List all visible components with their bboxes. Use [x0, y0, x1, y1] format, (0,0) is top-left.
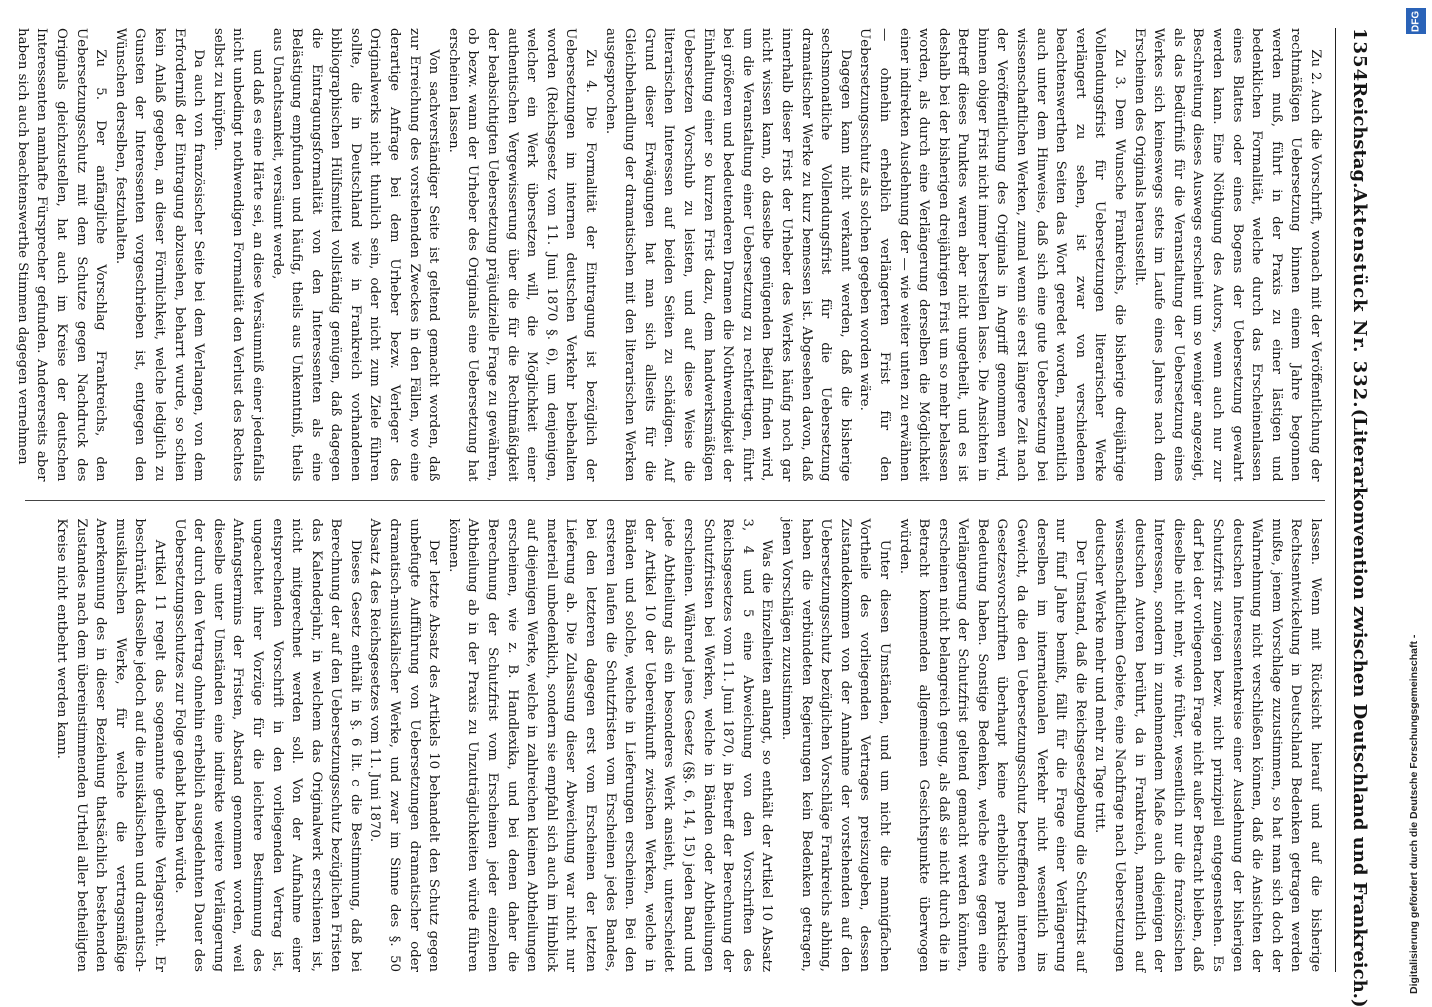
paragraph: lassen. Wenn mit Rücksicht hierauf und auf die bisherige Rechtsentwickelung in Deutschland Bedenken getragen werden mußte, jenem Vorschlage zuzustimmen, so hat man sich doch der Wahrnehmung nicht verschließen können, daß die Ansichten der deutschen Interessentenkreise einer Ausdehnung der bisherigen Schutzfrist zuneigen bezw. nicht prinzipiell entgegenstehen. Es darf bei der vorliegenden Frage nicht außer Betracht bleiben, daß dieselbe nicht mehr, wie früher, wesentlich nur die französischen Interessen, sondern in zunehmendem Maße auch diejenigen der deutschen Autoren berührt, da in Frankreich, namentlich auf wissenschaftlichem Gebiete, eine Nachfrage nach Uebersetzungen deutscher Werke mehr und mehr zu Tage tritt. [1092, 518, 1323, 972]
right-column [25, 519, 1325, 973]
paragraph: Der letzte Absatz des Artikels 10 behandelt den Schutz gegen unbefugte Aufführung von Uebersetzungen dramatischer oder dramatisch-musikalischer Werke, und zwar im Sinne des §. 50 Absatz 4 des Reichsgesetzes vom 11. Juni 1870. [367, 518, 442, 972]
paragraph: Unter diesen Umständen, und um nicht die mannigfachen Vortheile des vorliegenden Vertrages preiszugeben, dessen Zustandekommen von der Annahme der vorstehenden auf den Uebersetzungsschutz bezüglichen Vorschläge Frankreichs abhing, haben die verbündeten Regierungen kein Bedenken getragen, jenen Vorschlägen zuzustimmen. [778, 518, 892, 972]
page-number: 1354 [1349, 28, 1370, 83]
digitization-credit [1400, 0, 1432, 1000]
paragraph: Dagegen kann nicht verkannt werden, daß die bisherige sechsmonatliche Vollendungsfrist für die Uebersetzung dramatischer Werke zu kurz bemessen ist. Abgesehen davon, daß innerhalb dieser Frist der Urheber des Werkes häufig noch gar nicht wissen kann, ob dasselbe genügenden Beifall finden wird, um die Veranstaltung einer Uebersetzung zu rechtfertigen, führt bei größeren und bedeutenderen Dramen die Nothwendigkeit der Einhaltung einer so kurzen Frist dazu, dem handwerksmäßigen Uebersetzen Vorschub zu leisten, und auf diese Weise die literarischen Interessen auf beiden Seiten zu schädigen. Auf Grund dieser Erwägungen hat man sich allseits für die Gleichbehandlung der dramatischen mit den literarischen Werken ausgesprochen. [602, 28, 853, 482]
paragraph: Zu 2. Auch die Vorschrift, wonach mit der Veröffentlichung der rechtmäßigen Uebersetzung binnen einem Jahre begonnen werden muß, führt in der Praxis zu einer lästigen und bedenklichen Formalität, welche durch das Erscheinenlassen eines Blattes oder eines Bogens der Uebersetzung gewahrt werden kann. Eine Nöthigung des Autors, wenn auch nur zur Beschreitung dieses Auswegs erscheint um so weniger angezeigt, als das Bedürfniß für die Veranstaltung der Uebersetzung eines Werkes sich keineswegs stets im Laufe eines Jahres nach dem Erscheinen des Originals herausstellt. [1131, 28, 1323, 482]
paragraph: Zu 3. Dem Wunsche Frankreichs, die bisherige dreijährige Vollendungsfrist für Uebersetzungen literarischer Werke verlängert zu sehen, ist zwar von verschiedenen beachtenswerthen Seiten das Wort geredet worden, namentlich auch unter dem Hinweise, daß sich eine gute Uebersetzung bei wissenschaftlichen Werken, zumal wenn sie erst längere Zeit nach der Veröffentlichung des Originals in Angriff genommen wird, binnen obiger Frist nicht immer herstellen lasse. Die Ansichten in Betreff dieses Punktes waren aber nicht ungetheilt, und es ist deshalb bei der bisherigen dreijährigen Frist um so mehr belassen worden, als durch eine Verlängerung derselben die Möglichkeit einer indirekten Ausdehnung der — wie weiter unten zu erwähnen — ohnehin erheblich verlängerten Frist für den Uebersetzungsschutz als solchen gegeben worden wäre. [857, 28, 1128, 482]
paragraph: Von sachverständiger Seite ist geltend gemacht worden, daß zur Erreichung des vorstehenden Zweckes in den Fällen, wo eine derartige Anfrage bei dem Urheber bezw. Verleger des Originalwerks nicht thunlich sein, oder nicht zum Ziele führen sollte, die in Deutschland wie in Frankreich vorhandenen bibliographischen Hülfsmittel vollständig genügen, daß dagegen die Eintragungsformalität von den Interessenten als eine Belästigung empfunden und häufig, theils aus Unkenntniß, theils aus Unachtsamkeit, versäumt werde, [269, 28, 442, 482]
paragraph: Dieses Gesetz enthält in §. 6 lit. c die Bestimmung, daß bei Berechnung der auf den Uebersetzungsschutz bezüglichen Fristen das Kalenderjahr, in welchem das Originalwerk erschienen ist, nicht mitgerechnet werden soll. Von der Aufnahme einer entsprechenden Vorschrift in den vorliegenden Vertrag ist, ungeachtet ihrer Vorzüge für die leichtere Bestimmung des Anfangstermins der Fristen, Abstand genommen worden, weil dieselbe unter Umständen eine indirekte weitere Verlängerung der durch den Vertrag ohnehin erheblich ausgedehnten Dauer des Uebersetzungsschutzes zur Folge gehabt haben würde. [171, 518, 363, 972]
paragraph: und daß es eine Härte sei, an diese Versäumniß einer jedenfalls nicht unbedingt nothwendigen Formalität den Verlust des Rechtes selbst zu knüpfen. [210, 28, 265, 482]
document-number: Aktenstück Nr. 332. [1349, 188, 1370, 409]
column-divider [25, 500, 1325, 501]
paragraph: Zu 5. Der anfängliche Vorschlag Frankreichs, den Uebersetzungsschutz mit dem Schutze gegen Nachdruck des Originals gleichzustellen, hat auch im Kreise der deutschen Interessenten namhafte Fürsprecher gefunden. Andererseits aber haben sich auch beachtenswerthe Stimmen dagegen vernehmen [14, 28, 109, 482]
credit-text: Digitalisierung gefördert durch die Deutsche Forschungsgemeinschaft - [1408, 634, 1420, 994]
paragraph: Da auch von französischer Seite bei dem Verlangen, von dem Erforderniß der Eintragung abzusehen, beharrt wurde, so schien kein Anlaß gegeben, an dieser Förmlichkeit, welche lediglich zu Gunsten der Interessenten vorgeschrieben ist, entgegen den Wünschen derselben, festzuhalten. [112, 28, 207, 482]
paragraph: Was die Einzelheiten anlangt, so enthält der Artikel 10 Absatz 3, 4 und 5 eine Abweichung von den Vorschriften des Reichsgesetzes vom 11. Juni 1870, in Betreff der Berechnung der Schutzfristen bei Werken, welche in Bänden oder Abtheilungen erscheinen. Während jenes Gesetz (§§. 6, 14, 15) jeden Band und jede Abtheilung als ein besonderes Werk ansieht, unterscheidet der Artikel 10 der Uebereinkunft zwischen Werken, welche in Bänden und solche, welche in Lieferungen erscheinen. Bei den ersteren laufen die Schutzfristen vom Erscheinen jedes Bandes, bei den letzteren dagegen erst vom Erscheinen der letzten Lieferung ab. Die Zulassung dieser Abweichung war nicht nur materiell unbedenklich, sondern sie empfahl sich auch im Hinblick auf diejenigen Werke, welche in zahlreichen kleinen Abtheilungen erscheinen, wie z. B. Handlexika, und bei denen daher die Berechnung der Schutzfrist vom Erscheinen jeder einzelnen Abtheilung ab in der Praxis zu Unzuträglichkeiten würde führen können. [445, 518, 775, 972]
document-subject: (Literarkonvention zwischen Deutschland und Frankreich.) [1349, 408, 1370, 1007]
page-header [1335, 28, 1370, 1007]
left-column [14, 28, 1325, 482]
paragraph: Zu 4. Die Formalität der Eintragung ist bezüglich der Uebersetzungen im internen deutschen Verkehr beibehalten worden (Reichsgesetz vom 11. Juni 1870 §. 6), um denjenigen, welcher ein Werk übersetzen will, die Möglichkeit einer authentischen Vergewisserung über die für die Rechtmäßigkeit der beabsichtigten Uebersetzung präjudizielle Frage zu gewähren, ob bezw. wann der Urheber des Originals eine Uebersetzung hat erscheinen lassen. [445, 28, 599, 482]
paragraph: Der Umstand, daß die Reichsgesetzgebung die Schutzfrist auf nur fünf Jahre bemißt, fällt für die Frage einer Verlängerung derselben im internationalen Verkehr nicht wesentlich ins Gewicht, da die den Uebersetzungsschutz betreffenden internen Gesetzesvorschriften überhaupt keine erhebliche praktische Bedeutung haben. Sonstige Bedenken, welche etwa gegen eine Verlängerung der Schutzfrist geltend gemacht werden könnten, erscheinen nicht belangreich genug, als daß sie nicht durch die in Betracht kommenden allgemeinen Gesichtspunkte überwogen würden. [896, 518, 1088, 972]
dfg-logo: DFG [1406, 8, 1426, 34]
paragraph: Artikel 11 regelt das sogenannte getheilte Verlagsrecht. Er beschränkt dasselbe jedoch auf die musikalischen und dramatisch-musikalischen Werke, für welche die vertragsmäßige Anerkennung des in dieser Beziehung thatsächlich bestehenden Zustandes nach dem übereinstimmenden Urtheil aller betheiligten Kreise nicht entbehrt werden kann. [54, 518, 167, 972]
text-columns [14, 28, 1325, 972]
chamber-name: Reichstag. [1349, 82, 1370, 189]
